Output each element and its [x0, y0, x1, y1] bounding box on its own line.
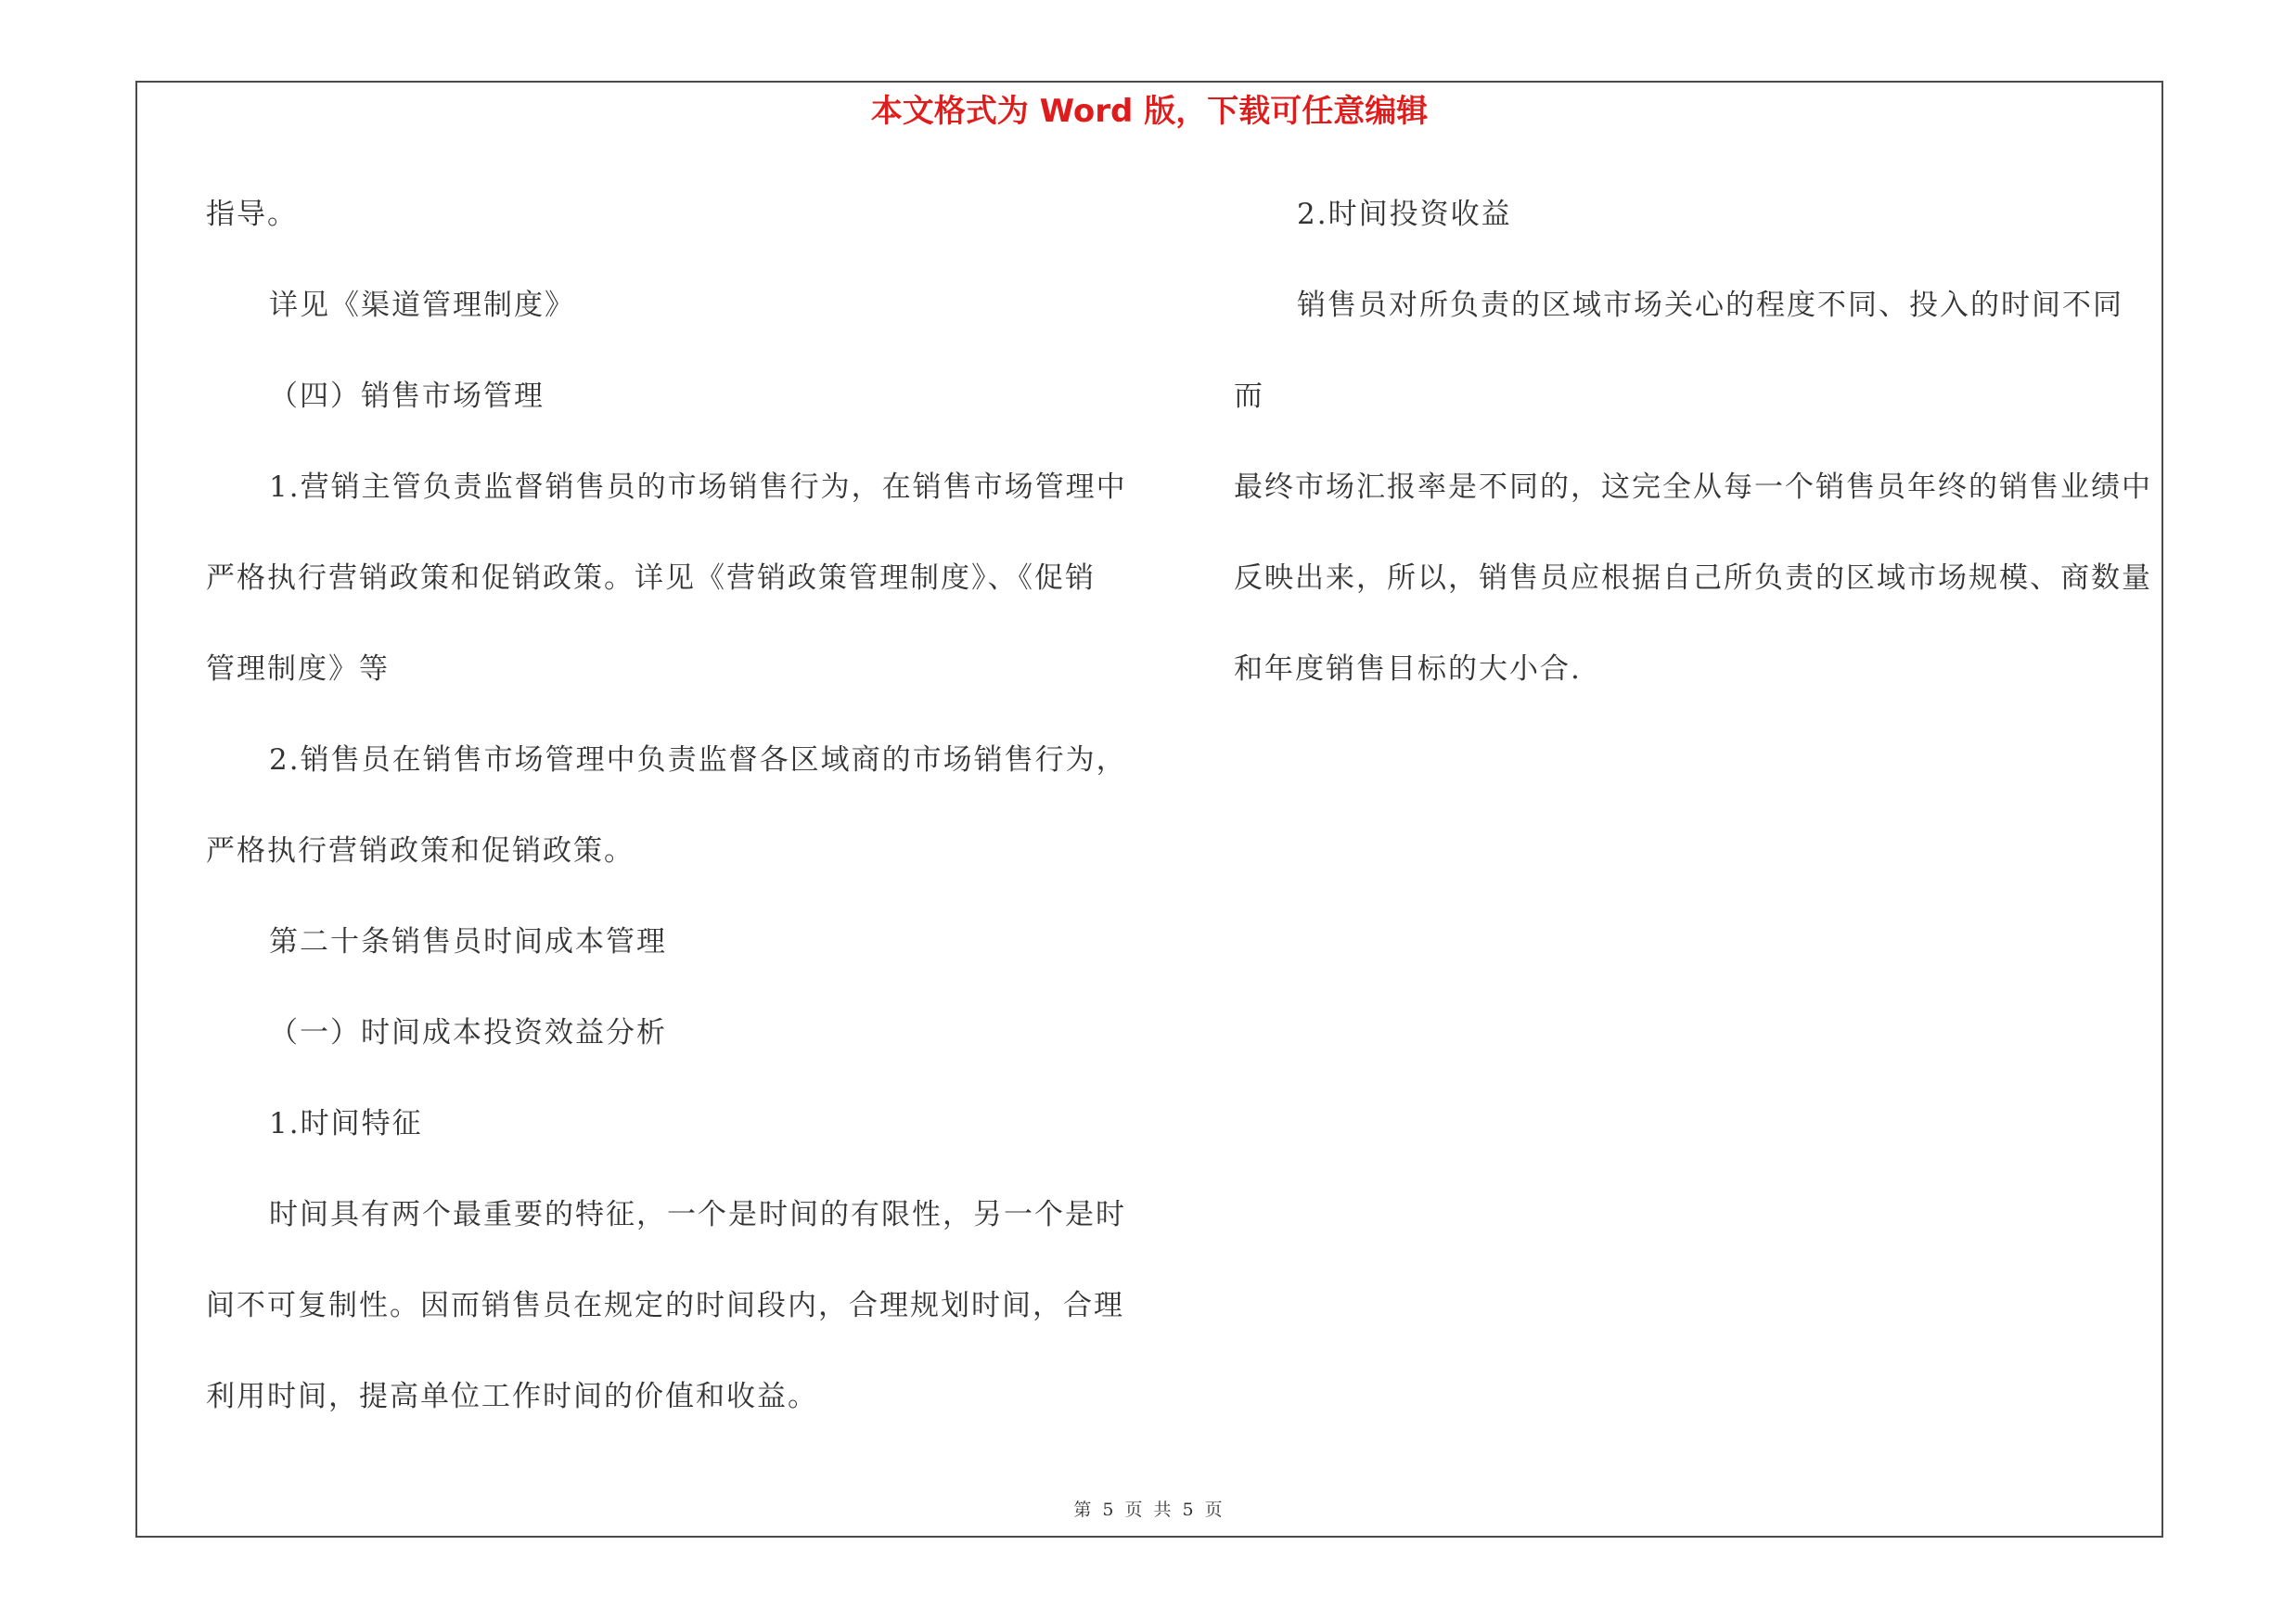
- paragraph-line: 严格执行营销政策和促销政策。详见《营销政策管理制度》、《促销: [206, 561, 1096, 595]
- subsection-heading: 1.时间特征: [269, 1107, 423, 1140]
- right-column: [1234, 169, 2152, 715]
- section-heading: （四）销售市场管理: [269, 380, 545, 413]
- paragraph-line: 间不可复制性。因而销售员在规定的时间段内，合理规划时间，合理: [206, 1289, 1124, 1322]
- paragraph-line: 销售员对所负责的区域市场关心的程度不同、投入的时间不同而: [1234, 289, 2123, 413]
- article-heading: 第二十条销售员时间成本管理: [269, 925, 667, 959]
- paragraph-line: 2.销售员在销售市场管理中负责监督各区域商的市场销售行为，: [269, 743, 1127, 777]
- paragraph-line: 时间具有两个最重要的特征，一个是时间的有限性，另一个是时: [269, 1198, 1126, 1231]
- paragraph-line: 利用时间，提高单位工作时间的价值和收益。: [206, 1380, 818, 1413]
- paragraph-line: 管理制度》等: [206, 652, 390, 686]
- page-banner: 本文格式为 Word 版，下载可任意编辑: [870, 93, 1429, 130]
- paragraph-line: 反映出来，所以，销售员应根据自己所负责的区域市场规模、商数量: [1234, 561, 2152, 595]
- paragraph-line: 和年度销售目标的大小合.: [1234, 652, 1582, 686]
- paragraph-line: 指导。: [206, 198, 298, 231]
- paragraph-line: 详见《渠道管理制度》: [269, 289, 575, 322]
- paragraph-line: 1.营销主管负责监督销售员的市场销售行为，在销售市场管理中: [269, 470, 1127, 504]
- section-heading: （一）时间成本投资效益分析: [269, 1016, 667, 1050]
- left-column: [206, 169, 1157, 1442]
- paragraph-line: 严格执行营销政策和促销政策。: [206, 834, 635, 868]
- page-number: 第 5 页 共 5 页: [1073, 1500, 1225, 1520]
- paragraph-line: 最终市场汇报率是不同的，这完全从每一个销售员年终的销售业绩中: [1234, 470, 2152, 504]
- subsection-heading: 2.时间投资收益: [1297, 198, 1512, 231]
